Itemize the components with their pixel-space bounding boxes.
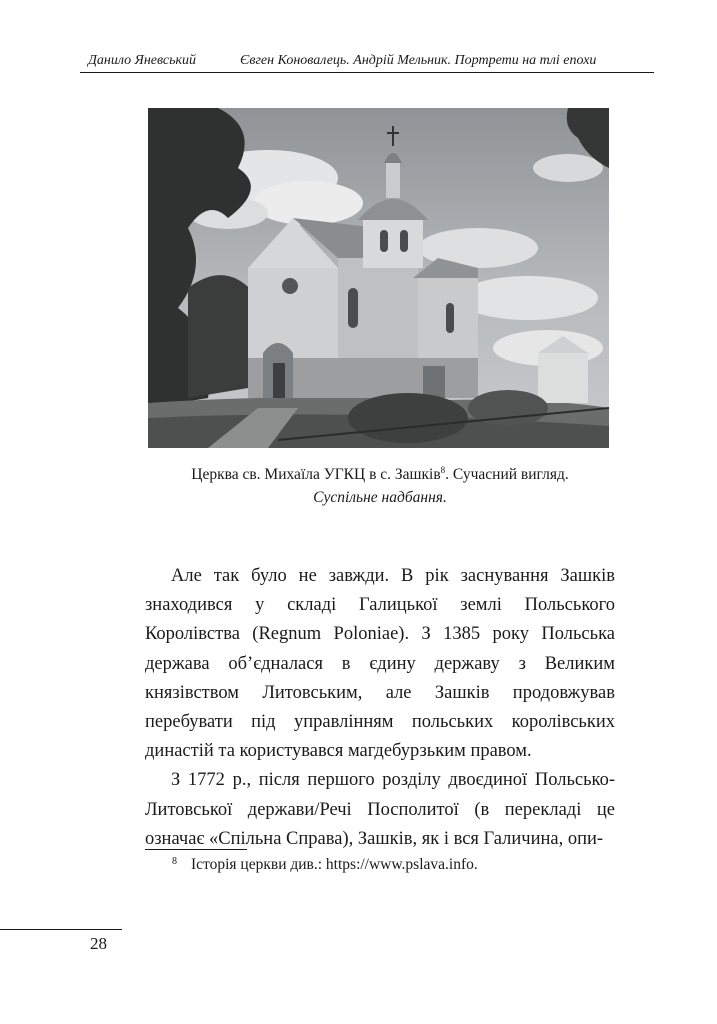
body-text bbox=[145, 562, 615, 854]
caption-text: Церква св. Михаїла УГКЦ в с. Зашків bbox=[191, 466, 441, 483]
footnote-number: 8 bbox=[172, 856, 177, 867]
footnote bbox=[172, 856, 612, 874]
paragraph: Але так було не завжди. В рік заснування Зашків знаходився у складі Галицької землі Польського Королівства (Regnum Poloniae). З 1385 року Польська держава об’єдналася в єдину державу з Великим князівством Литовським, але Зашків продовжував перебувати під управлінням польських королівських династій та користувався магдебурзьким правом. bbox=[145, 566, 615, 762]
footnote-text: Історія церкви див.: https://www.pslava.info. bbox=[191, 856, 478, 873]
paragraph: З 1772 р., після першого розділу двоєдиної Польсько-Литовської держави/Речі Посполитої (в перекладі це означає «Спільна Справа), Зашків, як і вся Галичина, опи- bbox=[145, 770, 615, 849]
page-number: 28 bbox=[90, 934, 107, 953]
header-book-title: Євген Коновалець. Андрій Мельник. Портрети на тлі епохи bbox=[240, 53, 597, 68]
caption-text-end: . Сучасний вигляд. bbox=[445, 466, 569, 483]
header-rule bbox=[80, 72, 654, 73]
figure-caption bbox=[100, 463, 660, 509]
footnote-rule bbox=[145, 849, 247, 850]
page-number-rule bbox=[0, 929, 122, 930]
header-author: Данило Яневський bbox=[88, 53, 197, 68]
church-photo bbox=[148, 108, 609, 448]
caption-footnote-ref: 8 bbox=[440, 464, 446, 475]
caption-credit: Суспільне надбання. bbox=[313, 489, 447, 506]
